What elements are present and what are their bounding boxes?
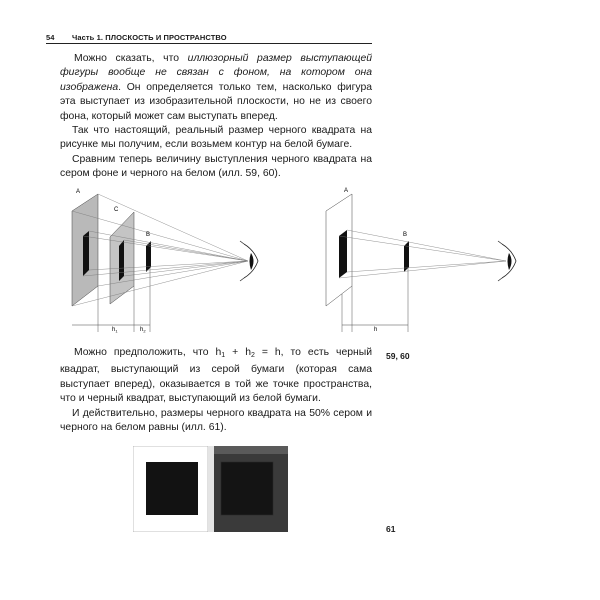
page-number: 54 — [46, 33, 55, 42]
prose-bottom — [60, 346, 372, 435]
label-h: h — [374, 327, 378, 333]
black-square-a — [83, 231, 89, 276]
label-h2: $h_2$ — [140, 327, 146, 334]
label-b: B — [146, 232, 151, 238]
header-rule — [46, 43, 372, 44]
figure-59-diagram — [58, 184, 273, 334]
paragraph-1: Можно сказать, что иллюзорный размер выступающей фигуры вообще не связан с фоном, на котором она изображена. Он определяется только тем, насколько фигура эта выступает из изобразительной плоскости, но не из своего фона, который может сам выступать вперед. — [60, 53, 372, 122]
eye-icon — [240, 241, 258, 281]
label-a: A — [76, 189, 81, 195]
caption-61: 61 — [386, 524, 396, 534]
chapter-title: Часть 1. ПЛОСКОСТЬ И ПРОСТРАНСТВО — [72, 33, 227, 42]
label-b: B — [403, 232, 408, 238]
paragraph-3: Сравним теперь величину выступления черного квадрата на сером фоне и черного на белом (илл. 59, 60). — [60, 153, 372, 180]
prose-top — [60, 52, 372, 182]
caption-59-60: 59, 60 — [386, 351, 410, 361]
paragraph-5: И действительно, размеры черного квадрата на 50% сером и черного на белом равны (илл. 61). — [60, 407, 372, 434]
figure-60-diagram — [316, 184, 531, 334]
label-c: C — [114, 207, 119, 213]
figure-61-photo — [133, 446, 288, 532]
paragraph-2: Так что настоящий, реальный размер черного квадрата на рисунке мы получим, если возьмем контур на белой бумаге. — [60, 125, 372, 151]
black-square-c — [119, 240, 124, 281]
label-h1: $h_1$ — [112, 327, 118, 334]
paragraph-4: Можно предположить, что $h_1 + h_2 = h$, то есть черный квадрат, выступающий из серой бумаги (которая сама выступает вперед), оказывается в той же точке пространства, что и черный квадрат, выступающий из белой бумаги. — [60, 347, 373, 405]
eye-icon — [498, 241, 516, 281]
black-square-on-white — [146, 462, 198, 515]
black-square-on-gray — [221, 462, 273, 515]
label-a: A — [344, 188, 349, 194]
